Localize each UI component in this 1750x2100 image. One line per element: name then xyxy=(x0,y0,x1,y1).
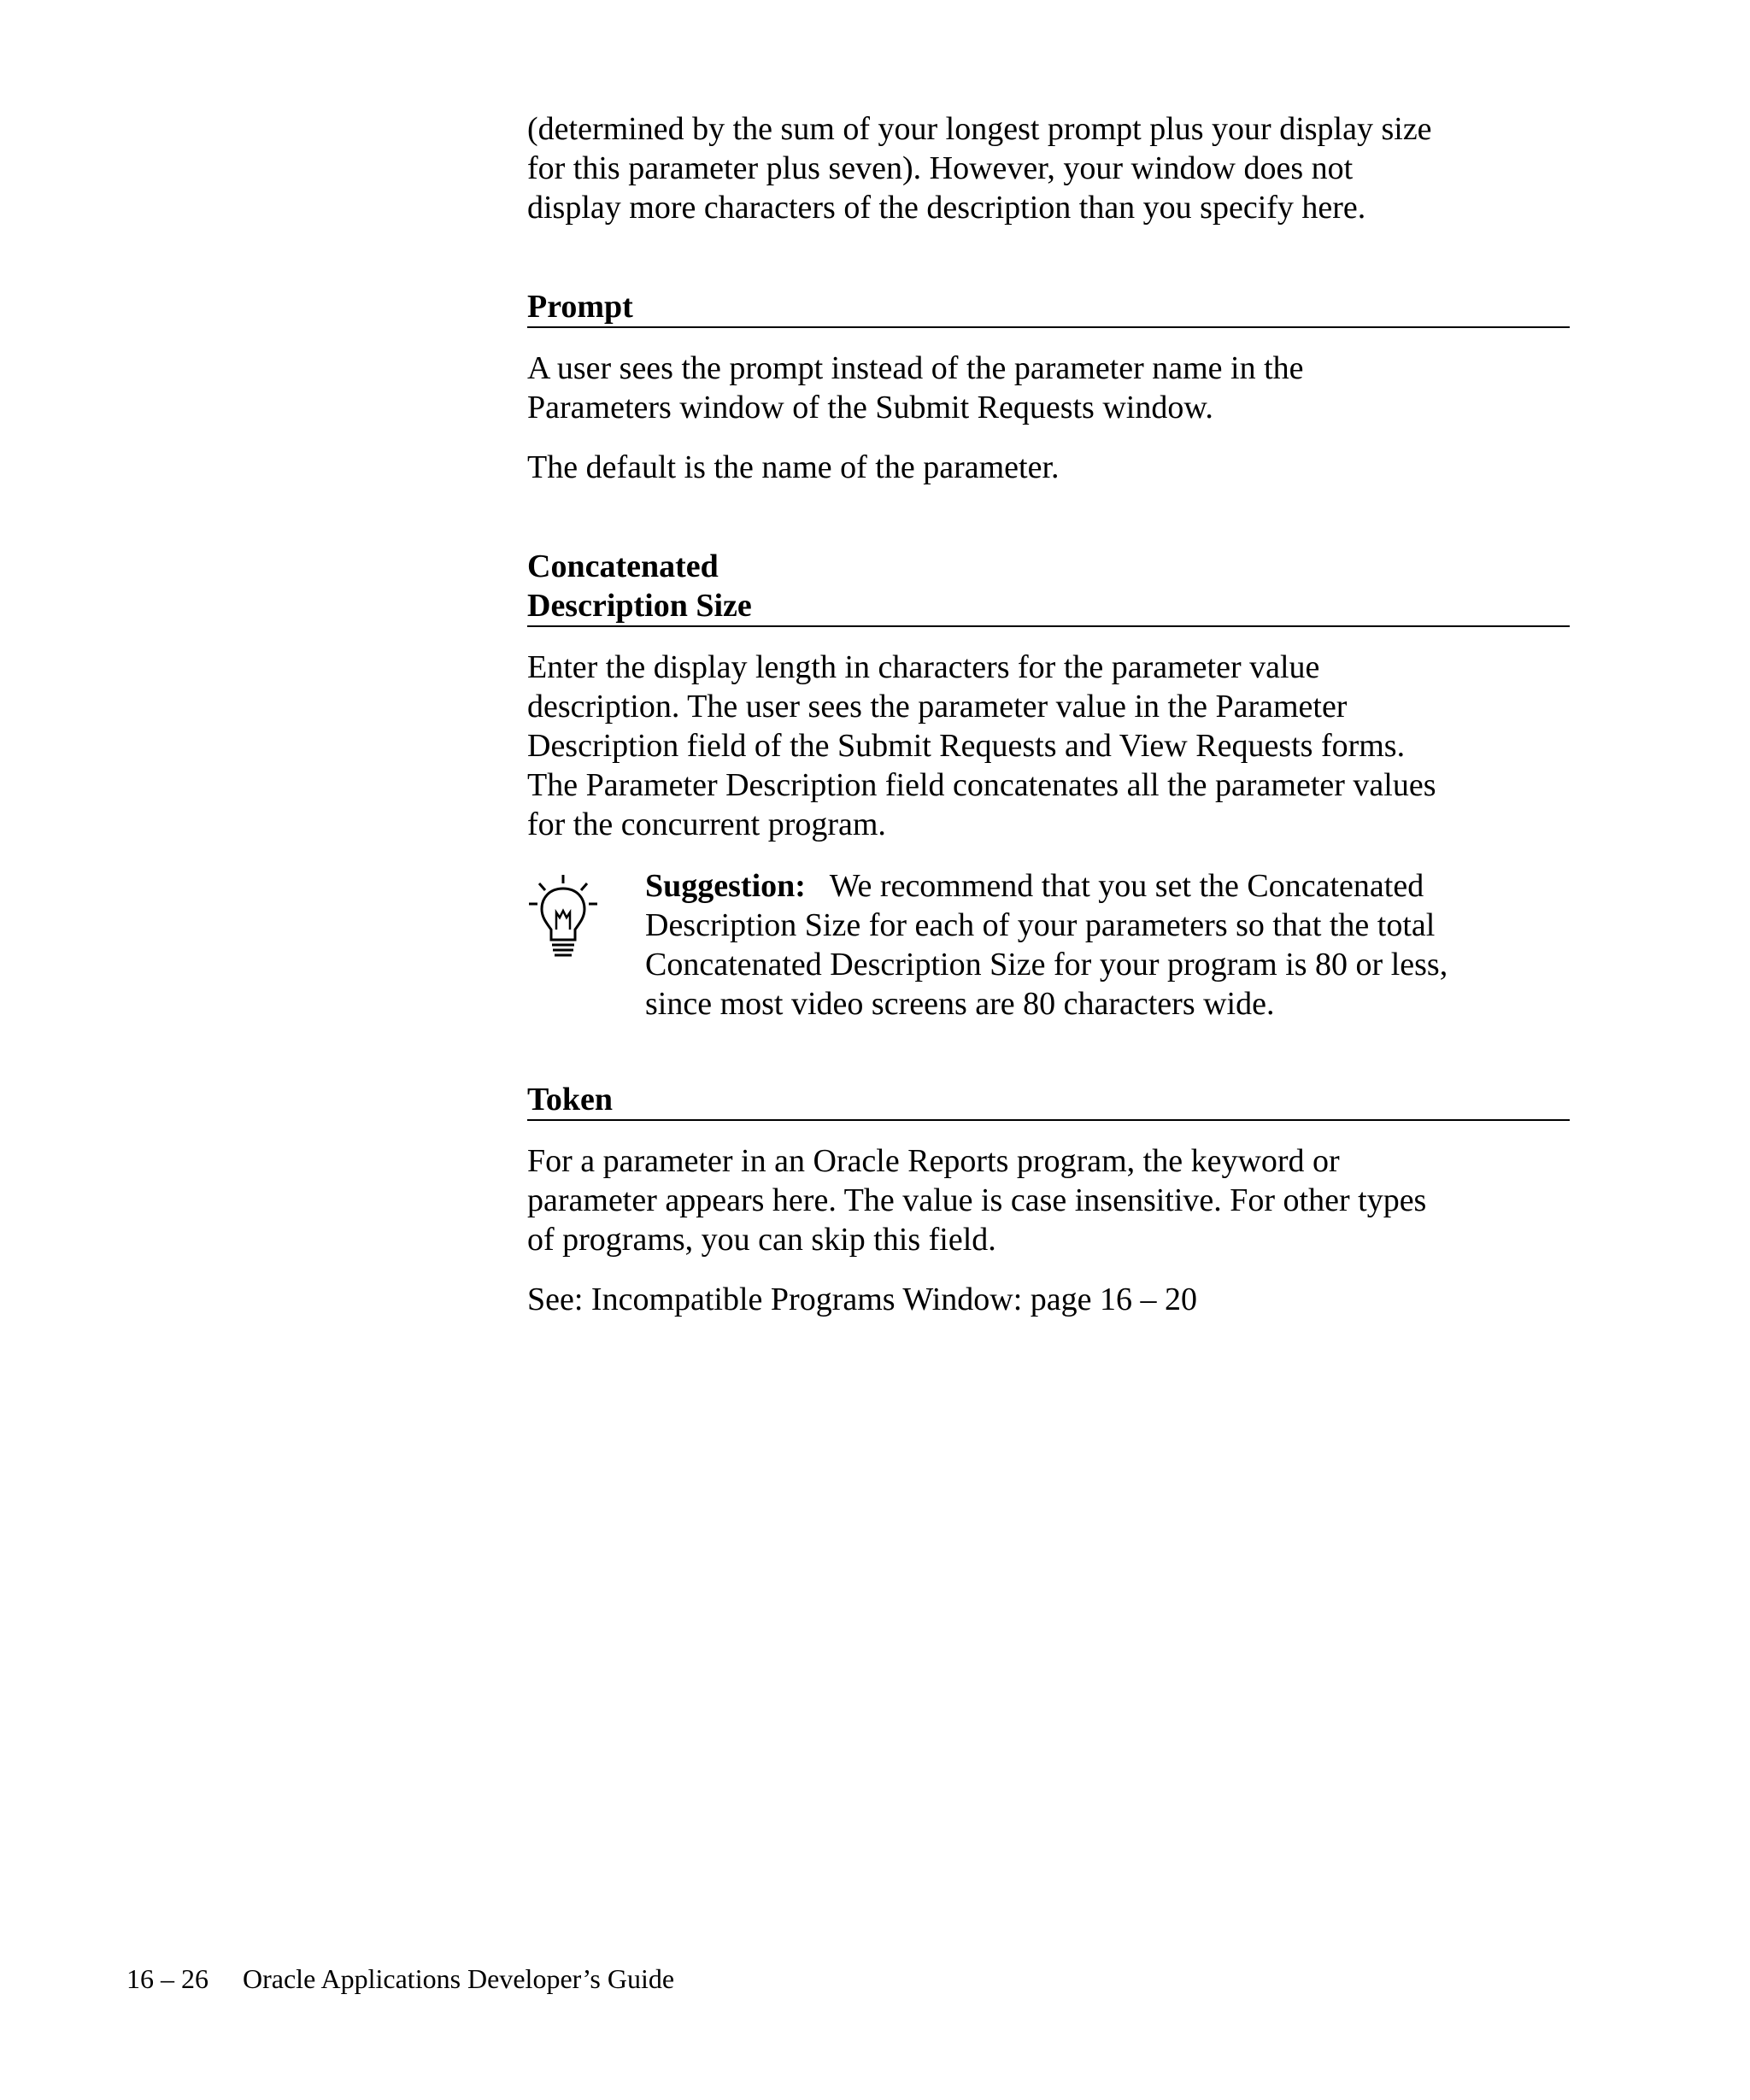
concat-heading-line: Concatenated xyxy=(527,548,719,584)
prompt-line: A user sees the prompt instead of the parameter name in the xyxy=(527,350,1304,386)
token-section xyxy=(527,1080,1570,1319)
token-heading: Token xyxy=(527,1080,1570,1121)
lightbulb-icon xyxy=(527,873,599,962)
concat-line: Enter the display length in characters for the parameter value xyxy=(527,649,1320,685)
prompt-heading: Prompt xyxy=(527,287,1570,328)
token-paragraph xyxy=(527,1141,1570,1259)
concat-heading xyxy=(527,547,1570,627)
prompt-section xyxy=(527,287,1570,487)
token-line: of programs, you can skip this field. xyxy=(527,1222,996,1258)
page-footer xyxy=(126,1962,674,1996)
book-title: Oracle Applications Developer’s Guide xyxy=(243,1963,675,1994)
page-content xyxy=(527,109,1570,1319)
suggestion-lead: Suggestion: xyxy=(645,868,806,904)
intro-paragraph xyxy=(527,109,1570,227)
concat-line: The Parameter Description field concatenates all the parameter values xyxy=(527,767,1436,803)
prompt-line: Parameters window of the Submit Requests window. xyxy=(527,390,1213,425)
concat-section xyxy=(527,547,1570,1024)
prompt-default-paragraph: The default is the name of the parameter. xyxy=(527,449,1060,485)
concat-paragraph xyxy=(527,648,1570,844)
concat-heading-line: Description Size xyxy=(527,588,752,624)
suggestion-first-line-text: We recommend that you set the Concatenated xyxy=(805,868,1424,904)
concat-line: for the concurrent program. xyxy=(527,807,886,842)
see-also-link[interactable]: See: Incompatible Programs Window: page 16 – 20 xyxy=(527,1282,1198,1317)
token-line: parameter appears here. The value is case insensitive. For other types xyxy=(527,1182,1427,1218)
intro-line: (determined by the sum of your longest prompt plus your display size xyxy=(527,111,1432,147)
intro-line: display more characters of the description than you specify here. xyxy=(527,190,1366,226)
prompt-paragraph xyxy=(527,349,1570,427)
intro-line: for this parameter plus seven). However, your window does not xyxy=(527,150,1354,186)
suggestion-line: Description Size for each of your parameters so that the total xyxy=(645,907,1436,943)
suggestion-note xyxy=(527,866,1570,1024)
token-line: For a parameter in an Oracle Reports program, the keyword or xyxy=(527,1143,1340,1179)
suggestion-line: Concatenated Description Size for your program is 80 or less, xyxy=(645,947,1448,983)
page-number: 16 – 26 xyxy=(126,1963,208,1994)
suggestion-first-line xyxy=(645,866,1570,906)
concat-line: Description field of the Submit Requests and View Requests forms. xyxy=(527,728,1406,764)
concat-line: description. The user sees the parameter value in the Parameter xyxy=(527,689,1348,724)
suggestion-line: since most video screens are 80 characters wide. xyxy=(645,986,1275,1022)
